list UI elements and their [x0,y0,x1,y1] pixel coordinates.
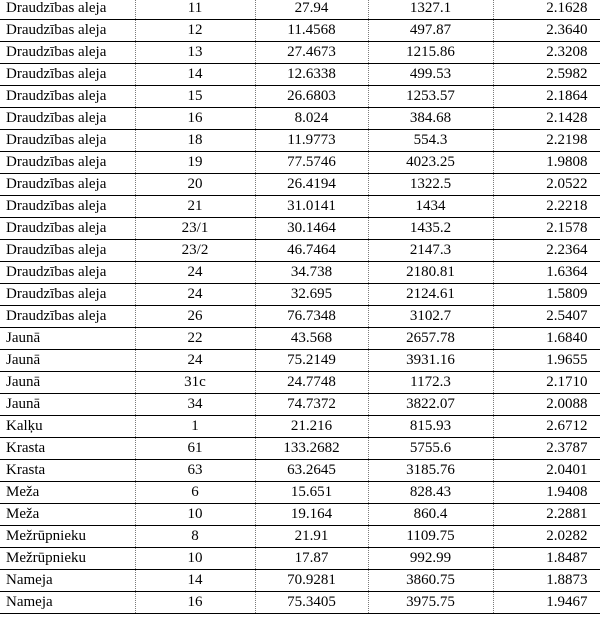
street-cell[interactable]: Draudzības aleja [0,130,135,152]
table-row [0,460,600,482]
value-a-cell[interactable]: 30.1464 [255,218,368,240]
table-row [0,0,600,20]
value-c-cell[interactable]: 2.3787 [493,438,600,460]
value-c-cell[interactable]: 1.8487 [493,548,600,570]
value-a-cell[interactable]: 75.3405 [255,592,368,614]
value-a-cell[interactable]: 24.7748 [255,372,368,394]
number-cell[interactable]: 10 [135,548,255,570]
street-cell[interactable]: Draudzības aleja [0,152,135,174]
value-c-cell[interactable]: 2.0401 [493,460,600,482]
value-c-cell[interactable]: 2.3208 [493,42,600,64]
value-b-cell[interactable]: 1172.3 [368,372,493,394]
value-b-cell[interactable]: 1434 [368,196,493,218]
table-row [0,438,600,460]
number-cell[interactable]: 14 [135,64,255,86]
street-cell[interactable]: Draudzības aleja [0,218,135,240]
table-row [0,174,600,196]
number-cell[interactable]: 24 [135,350,255,372]
value-a-cell[interactable]: 75.2149 [255,350,368,372]
table-row [0,262,600,284]
value-c-cell[interactable]: 2.0088 [493,394,600,416]
street-cell[interactable]: Draudzības aleja [0,64,135,86]
value-c-cell[interactable]: 2.0282 [493,526,600,548]
street-cell[interactable]: Nameja [0,592,135,614]
value-b-cell[interactable]: 499.53 [368,64,493,86]
table-row [0,42,600,64]
value-a-cell[interactable]: 11.4568 [255,20,368,42]
value-b-cell[interactable]: 3185.76 [368,460,493,482]
value-a-cell[interactable]: 27.94 [255,0,368,20]
value-a-cell[interactable]: 70.9281 [255,570,368,592]
street-cell[interactable]: Draudzības aleja [0,306,135,328]
table-row [0,86,600,108]
number-cell[interactable]: 23/2 [135,240,255,262]
value-c-cell[interactable]: 1.9808 [493,152,600,174]
value-c-cell[interactable]: 1.9408 [493,482,600,504]
value-c-cell[interactable]: 2.5407 [493,306,600,328]
value-b-cell[interactable]: 1435.2 [368,218,493,240]
street-cell[interactable]: Krasta [0,438,135,460]
table-row [0,328,600,350]
value-c-cell[interactable]: 2.1628 [493,0,600,20]
value-a-cell[interactable]: 46.7464 [255,240,368,262]
value-c-cell[interactable]: 1.6840 [493,328,600,350]
street-cell[interactable]: Krasta [0,460,135,482]
table-row [0,20,600,42]
value-c-cell[interactable]: 2.1578 [493,218,600,240]
street-cell[interactable]: Draudzības aleja [0,196,135,218]
value-a-cell[interactable]: 11.9773 [255,130,368,152]
number-cell[interactable]: 19 [135,152,255,174]
value-a-cell[interactable]: 21.91 [255,526,368,548]
value-b-cell[interactable]: 1215.86 [368,42,493,64]
table-row [0,218,600,240]
value-b-cell[interactable]: 1253.57 [368,86,493,108]
number-cell[interactable]: 10 [135,504,255,526]
table-row [0,306,600,328]
table-row [0,372,600,394]
value-a-cell[interactable]: 27.4673 [255,42,368,64]
number-cell[interactable]: 26 [135,306,255,328]
value-b-cell[interactable]: 2657.78 [368,328,493,350]
number-cell[interactable]: 31c [135,372,255,394]
value-b-cell[interactable]: 3102.7 [368,306,493,328]
street-cell[interactable]: Draudzības aleja [0,108,135,130]
value-c-cell[interactable]: 2.1428 [493,108,600,130]
table-row [0,482,600,504]
value-c-cell[interactable]: 1.9467 [493,592,600,614]
number-cell[interactable]: 21 [135,196,255,218]
street-cell[interactable]: Draudzības aleja [0,284,135,306]
street-cell[interactable]: Draudzības aleja [0,262,135,284]
value-b-cell[interactable]: 3931.16 [368,350,493,372]
value-c-cell[interactable]: 1.6364 [493,262,600,284]
street-cell[interactable]: Jaunā [0,394,135,416]
value-b-cell[interactable]: 992.99 [368,548,493,570]
number-cell[interactable]: 20 [135,174,255,196]
value-c-cell[interactable]: 2.6712 [493,416,600,438]
street-cell[interactable]: Draudzības aleja [0,20,135,42]
table-row [0,548,600,570]
street-cell[interactable]: Mežrūpnieku [0,548,135,570]
street-cell[interactable]: Mežrūpnieku [0,526,135,548]
street-cell[interactable]: Jaunā [0,372,135,394]
table-row [0,240,600,262]
value-b-cell[interactable]: 3822.07 [368,394,493,416]
value-b-cell[interactable]: 384.68 [368,108,493,130]
value-a-cell[interactable]: 19.164 [255,504,368,526]
value-b-cell[interactable]: 1109.75 [368,526,493,548]
table-row [0,196,600,218]
value-c-cell[interactable]: 1.9655 [493,350,600,372]
number-cell[interactable]: 13 [135,42,255,64]
number-cell[interactable]: 11 [135,0,255,20]
value-a-cell[interactable]: 43.568 [255,328,368,350]
value-b-cell[interactable]: 860.4 [368,504,493,526]
street-cell[interactable]: Kalķu [0,416,135,438]
number-cell[interactable]: 16 [135,108,255,130]
table-row [0,284,600,306]
value-c-cell[interactable]: 2.2881 [493,504,600,526]
street-cell[interactable]: Meža [0,504,135,526]
value-a-cell[interactable]: 31.0141 [255,196,368,218]
number-cell[interactable]: 63 [135,460,255,482]
street-cell[interactable]: Draudzības aleja [0,174,135,196]
number-cell[interactable]: 1 [135,416,255,438]
number-cell[interactable]: 24 [135,262,255,284]
table-row [0,570,600,592]
value-b-cell[interactable]: 497.87 [368,20,493,42]
value-c-cell[interactable]: 1.5809 [493,284,600,306]
value-a-cell[interactable]: 15.651 [255,482,368,504]
value-c-cell[interactable]: 2.5982 [493,64,600,86]
value-c-cell[interactable]: 2.0522 [493,174,600,196]
number-cell[interactable]: 24 [135,284,255,306]
value-a-cell[interactable]: 32.695 [255,284,368,306]
value-b-cell[interactable]: 2147.3 [368,240,493,262]
value-a-cell[interactable]: 133.2682 [255,438,368,460]
value-b-cell[interactable]: 2180.81 [368,262,493,284]
value-c-cell[interactable]: 2.3640 [493,20,600,42]
value-b-cell[interactable]: 3860.75 [368,570,493,592]
number-cell[interactable]: 18 [135,130,255,152]
value-b-cell[interactable]: 815.93 [368,416,493,438]
street-cell[interactable]: Nameja [0,570,135,592]
value-b-cell[interactable]: 2124.61 [368,284,493,306]
value-b-cell[interactable]: 4023.25 [368,152,493,174]
value-c-cell[interactable]: 2.1864 [493,86,600,108]
table-row [0,394,600,416]
value-a-cell[interactable]: 34.738 [255,262,368,284]
street-cell[interactable]: Draudzības aleja [0,42,135,64]
value-a-cell[interactable]: 17.87 [255,548,368,570]
value-c-cell[interactable]: 2.2218 [493,196,600,218]
value-a-cell[interactable]: 26.6803 [255,86,368,108]
number-cell[interactable]: 16 [135,592,255,614]
value-c-cell[interactable]: 2.2364 [493,240,600,262]
number-cell[interactable]: 61 [135,438,255,460]
value-b-cell[interactable]: 1327.1 [368,0,493,20]
number-cell[interactable]: 12 [135,20,255,42]
value-b-cell[interactable]: 5755.6 [368,438,493,460]
number-cell[interactable]: 15 [135,86,255,108]
number-cell[interactable]: 34 [135,394,255,416]
table-row [0,108,600,130]
number-cell[interactable]: 8 [135,526,255,548]
table-row [0,416,600,438]
street-cell[interactable]: Draudzības aleja [0,86,135,108]
value-c-cell[interactable]: 2.1710 [493,372,600,394]
table-row [0,526,600,548]
street-cell[interactable]: Draudzības aleja [0,240,135,262]
value-c-cell[interactable]: 2.2198 [493,130,600,152]
value-a-cell[interactable]: 77.5746 [255,152,368,174]
value-a-cell[interactable]: 76.7348 [255,306,368,328]
value-a-cell[interactable]: 74.7372 [255,394,368,416]
value-b-cell[interactable]: 1322.5 [368,174,493,196]
value-c-cell[interactable]: 1.8873 [493,570,600,592]
value-a-cell[interactable]: 21.216 [255,416,368,438]
table-row [0,130,600,152]
value-b-cell[interactable]: 828.43 [368,482,493,504]
table-row [0,592,600,614]
street-cell[interactable]: Jaunā [0,350,135,372]
street-cell[interactable]: Draudzības aleja [0,0,135,20]
street-cell[interactable]: Meža [0,482,135,504]
value-a-cell[interactable]: 26.4194 [255,174,368,196]
street-cell[interactable]: Jaunā [0,328,135,350]
value-b-cell[interactable]: 554.3 [368,130,493,152]
number-cell[interactable]: 14 [135,570,255,592]
value-a-cell[interactable]: 63.2645 [255,460,368,482]
table-row [0,350,600,372]
table-row [0,504,600,526]
number-cell[interactable]: 6 [135,482,255,504]
number-cell[interactable]: 22 [135,328,255,350]
table-row [0,64,600,86]
value-a-cell[interactable]: 12.6338 [255,64,368,86]
value-a-cell[interactable]: 8.024 [255,108,368,130]
value-b-cell[interactable]: 3975.75 [368,592,493,614]
number-cell[interactable]: 23/1 [135,218,255,240]
table-row [0,152,600,174]
